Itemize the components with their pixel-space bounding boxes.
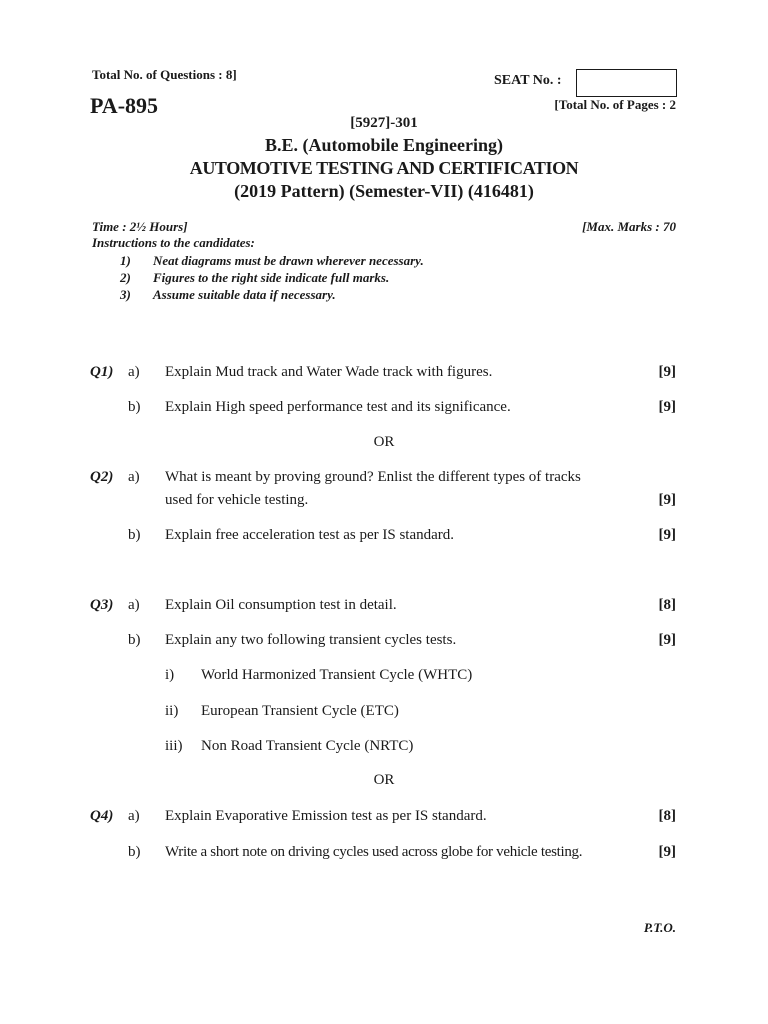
question-text: Explain Mud track and Water Wade track with figures. — [165, 364, 493, 380]
question-text: What is meant by proving ground? Enlist the different types of tracks — [165, 469, 581, 485]
part-label: b) — [128, 527, 141, 543]
part-label: b) — [128, 632, 141, 648]
part-label: b) — [128, 399, 141, 415]
instruction-text: Neat diagrams must be drawn wherever necessary. — [153, 253, 424, 268]
marks: [9] — [658, 844, 676, 860]
sub-item-text: European Transient Cycle (ETC) — [201, 703, 399, 719]
part-label: b) — [128, 844, 141, 860]
sub-item-text: Non Road Transient Cycle (NRTC) — [201, 738, 414, 754]
marks: [9] — [658, 399, 676, 415]
part-label: a) — [128, 597, 140, 613]
sub-item-number: iii) — [165, 738, 183, 754]
instruction-text: Figures to the right side indicate full marks. — [153, 270, 390, 285]
marks: [9] — [658, 632, 676, 648]
question-label-q4: Q4) — [90, 808, 114, 824]
total-pages: [Total No. of Pages : 2 — [554, 97, 676, 112]
question-text: Explain Oil consumption test in detail. — [165, 597, 397, 613]
question-text: Explain Evaporative Emission test as per IS standard. — [165, 808, 487, 824]
time-label: Time : 2½ Hours] — [92, 219, 188, 234]
paper-code: PA-895 — [90, 93, 159, 118]
marks: [8] — [658, 597, 676, 613]
instruction-text: Assume suitable data if necessary. — [153, 287, 336, 302]
question-label-q2: Q2) — [90, 469, 114, 485]
part-label: a) — [128, 469, 140, 485]
course-title: B.E. (Automobile Engineering) — [264, 135, 503, 155]
max-marks: [Max. Marks : 70 — [582, 219, 676, 234]
question-label-q1: Q1) — [90, 364, 114, 380]
pattern-line: (2019 Pattern) (Semester-VII) (416481) — [234, 181, 534, 201]
question-text: Write a short note on driving cycles used across globe for vehicle testing. — [165, 844, 583, 860]
instructions-title: Instructions to the candidates: — [92, 235, 255, 250]
instruction-number: 3) — [120, 287, 131, 302]
instruction-number: 2) — [120, 270, 131, 285]
total-questions: Total No. of Questions : 8] — [92, 67, 237, 82]
exam-code: [5927]-301 — [350, 115, 418, 131]
question-text: Explain free acceleration test as per IS standard. — [165, 527, 455, 543]
question-text: Explain High speed performance test and its significance. — [165, 399, 511, 415]
part-label: a) — [128, 364, 140, 380]
question-text: Explain any two following transient cycles tests. — [165, 632, 457, 648]
sub-item-text: World Harmonized Transient Cycle (WHTC) — [201, 667, 473, 683]
question-label-q3: Q3) — [90, 597, 114, 613]
sub-item-number: i) — [165, 667, 175, 683]
question-text-continued: used for vehicle testing. — [165, 492, 309, 508]
marks: [8] — [658, 808, 676, 824]
sub-item-number: ii) — [165, 703, 179, 719]
part-label: a) — [128, 808, 140, 824]
seat-number-box[interactable] — [576, 69, 677, 97]
marks: [9] — [658, 492, 676, 508]
marks: [9] — [658, 364, 676, 380]
or-separator: OR — [373, 434, 395, 450]
subject-title: AUTOMOTIVE TESTING AND CERTIFICATION — [189, 158, 579, 178]
or-separator: OR — [373, 772, 395, 788]
seat-label: SEAT No. : — [494, 73, 562, 88]
instruction-number: 1) — [120, 253, 131, 268]
marks: [9] — [658, 527, 676, 543]
pto-label: P.T.O. — [643, 920, 676, 935]
